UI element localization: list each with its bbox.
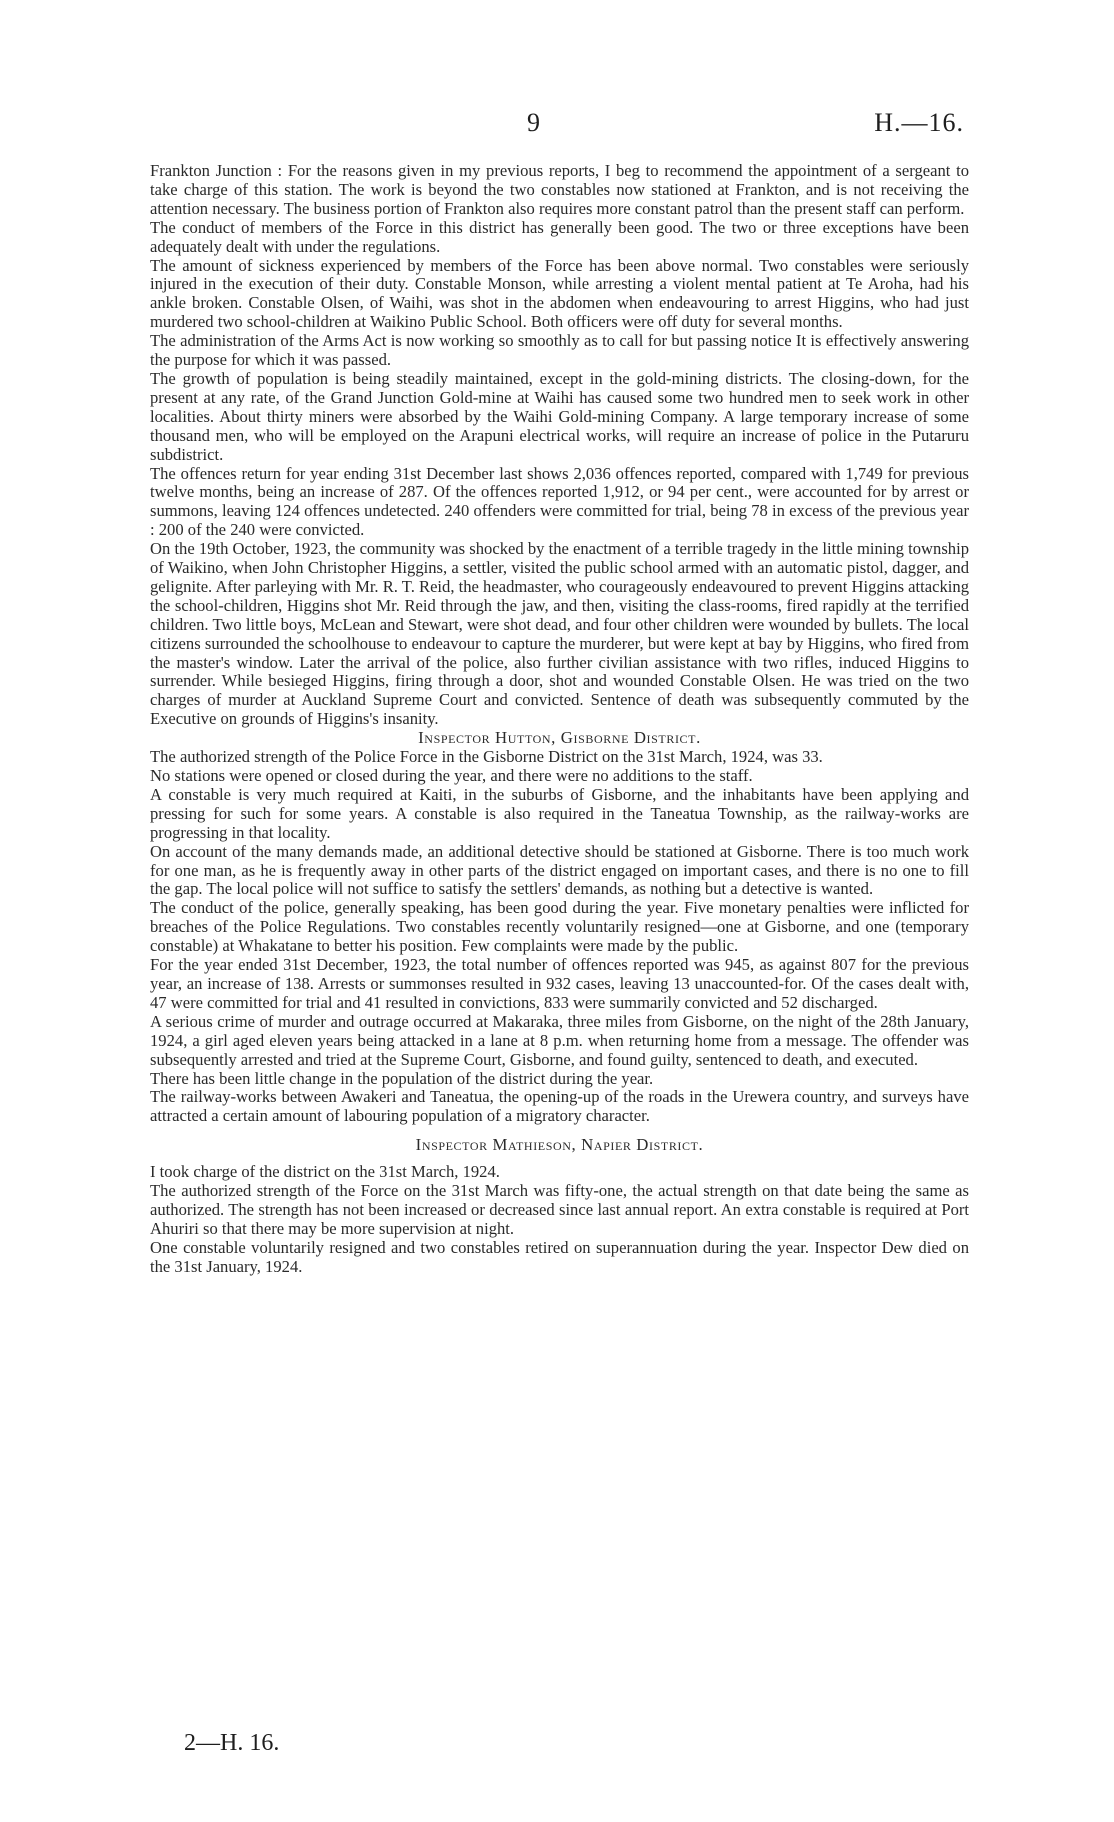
section-heading: Inspector Hutton, Gisborne District. — [418, 728, 701, 748]
paragraph: On the 19th October, 1923, the community was shocked by the enactment of a terrible tragedy in the little mining township of Waikino, when John Christopher Higgins, a settler, visited the public school armed with an automatic pistol, dagger, and gelignite. After parleying with Mr. R. T. Reid, the headmaster, who courageously endeavoured to prevent Higgins attacking the school-children, Higgins shot Mr. Reid through the jaw, and then, visiting the class-rooms, fired rapidly at the terrified children. Two little boys, McLean and Stewart, were shot dead, and four other children were wounded by bullets. The local citizens surrounded the schoolhouse to endeavour to capture the murderer, but were kept at bay by Higgins, who fired from the master's window. Later the arrival of the police, also further civilian assistance with two rifles, induced Higgins to surrender. While besieged Higgins, firing through a door, shot and wounded Constable Olsen. He was tried on the two charges of murder at Auckland Supreme Court and convicted. Sentence of death was subsequently commuted by the Executive on grounds of Higgins's insanity. — [150, 539, 969, 729]
page-number: 9 — [527, 108, 540, 137]
paragraph: I took charge of the district on the 31st March, 1924. — [150, 1162, 500, 1182]
document-body — [150, 162, 969, 1277]
paragraph: The amount of sickness experienced by members of the Force has been above normal. Two constables were seriously injured in the execution of their duty. Constable Monson, while arresting a violent mental patient at Te Aroha, had his ankle broken. Constable Olsen, of Waihi, was shot in the abdomen when endeavouring to arrest Higgins, who had just murdered two school-children at Waikino Public School. Both officers were off duty for several months. — [150, 255, 969, 332]
page-header — [0, 108, 1114, 138]
paragraph: No stations were opened or closed during the year, and there were no additions to the staff. — [150, 766, 753, 785]
paragraph: There has been little change in the population of the district during the year. — [150, 1068, 654, 1088]
paragraph: For the year ended 31st December, 1923, the total number of offences reported was 945, as against 807 for the previous year, an increase of 138. Arrests or summonses resulted in 932 cases, leaving 13 unaccounted-for. Of the cases dealt with, 47 were committed for trial and 41 resulted in convictions, 833 were summarily convicted and 52 discharged. — [150, 955, 969, 1012]
paragraph: The railway-works between Awakeri and Taneatua, the opening-up of the roads in the Urewera country, and surveys have attracted a certain amount of labouring population of a migratory character. — [150, 1087, 969, 1126]
section-auckland-district — [150, 162, 969, 729]
paragraph: A serious crime of murder and outrage occurred at Makaraka, three miles from Gisborne, on the night of the 28th January, 1924, a girl aged eleven years being attacked in a lane at 8 p.m. when returning home from a message. The offender was subsequently arrested and tried at the Supreme Court, Gisborne, and found guilty, sentenced to death, and executed. — [150, 1011, 969, 1069]
section-heading: Inspector Mathieson, Napier District. — [415, 1135, 704, 1155]
paragraph: One constable voluntarily resigned and two constables retired on superannuation during the year. Inspector Dew died on the 31st January, 1924. — [150, 1237, 969, 1276]
report-code: H.—16. — [874, 108, 964, 137]
paragraph: The administration of the Arms Act is now working so smoothly as to call for but passing notice It is effectively answering the purpose for which it was passed. — [150, 331, 969, 370]
paragraph: A constable is very much required at Kaiti, in the suburbs of Gisborne, and the inhabitants have been applying and pressing for such for some years. A constable is also required in the Taneatua Township, as the railway-works are progressing in that locality. — [150, 784, 969, 842]
paragraph: The authorized strength of the Police Force in the Gisborne District on the 31st March, 1924, was 33. — [150, 747, 823, 767]
signature-reference: 2—H. 16. — [184, 1730, 280, 1756]
paragraph: The growth of population is being steadily maintained, except in the gold-mining districts. The closing-down, for the present at any rate, of the Grand Junction Gold-mine at Waihi has caused some two hundred men to seek work in other localities. About thirty miners were absorbed by the Waihi Gold-mining Company. A large temporary increase of some thousand men, who will be employed on the Arapuni electrical works, will require an increase of police in the Putaruru subdistrict. — [150, 368, 969, 464]
paragraph: The conduct of members of the Force in this district has generally been good. The two or three exceptions have been adequately dealt with under the regulations. — [150, 217, 969, 256]
section-gisborne-district — [150, 729, 969, 1126]
paragraph: The authorized strength of the Force on the 31st March was fifty-one, the actual strength on that date being the same as authorized. The strength has not been increased or decreased since last annual report. An extra constable is required at Port Ahuriri so that there may be more supervision at night. — [150, 1181, 969, 1238]
paragraph: On account of the many demands made, an additional detective should be stationed at Gisborne. There is too much work for one man, as he is frequently away in other parts of the district engaged on important cases, and there is no one to fill the gap. The local police will not suffice to satisfy the settlers' demands, as nothing but a detective is wanted. — [150, 841, 969, 899]
section-napier-district — [150, 1136, 969, 1276]
paragraph: Frankton Junction : For the reasons given in my previous reports, I beg to recommend the appointment of a sergeant to take charge of this station. The work is beyond the two constables now stationed at Frankton, and is not receiving the attention necessary. The business portion of Frankton also requires more constant patrol than the present staff can perform. — [150, 161, 969, 218]
paragraph: The conduct of the police, generally speaking, has been good during the year. Five monetary penalties were inflicted for breaches of the Police Regulations. Two constables recently voluntarily resigned—one at Gisborne, and one (temporary constable) at Whakatane to better his position. Few complaints were made by the public. — [150, 898, 969, 956]
paragraph: The offences return for year ending 31st December last shows 2,036 offences reported, compared with 1,749 for previous twelve months, being an increase of 287. Of the offences reported 1,912, or 94 per cent., were accounted for by arrest or summons, leaving 124 offences undetected. 240 offenders were committed for trial, being 78 in excess of the previous year : 200 of the 240 were convicted. — [150, 463, 969, 540]
